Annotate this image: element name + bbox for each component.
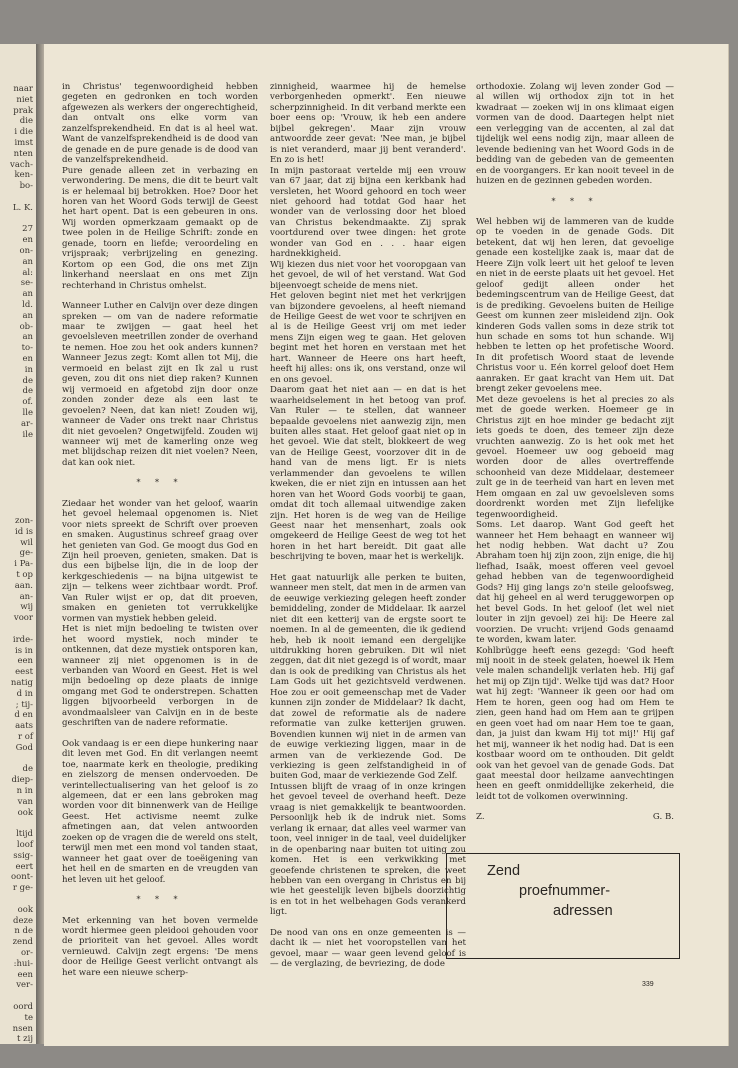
previous-page-fragment: deze: [13, 915, 33, 926]
column-2: [270, 82, 466, 970]
previous-page-fragment: an: [22, 310, 33, 321]
previous-page-fragment: ; tij-: [15, 699, 33, 710]
paragraph: Met erkenning van het boven vermelde wordt hiermee geen pleidooi gehouden voor de prioriteit van het gevoel. Alles wordt vernieuwd. Calvijn zegt ergens: 'De mens door de Heilige Geest verlicht ontvangt als het ware een nieuwe scherp-: [62, 915, 258, 978]
paragraph: Kohlbrügge heeft eens gezegd: 'God heeft mij nooit in de steek gelaten, hoewel ik Hem vele malen schandelijk verlaten heb. Hij gaf het mij op Zijn tijd'. Welke tijd was dat? Hoor wat hij zegt: 'Wanneer ik geen oor had om Hem te horen, geen oog had om Hem te zien, geen hand had om Hem aan te grijpen en geen voet had om naar Hem toe te gaan, dan, ja juist dan kwam Hij tot mij!' Hij gaf het mij, wanneer ik het nodig had. Dat is een kostbaar woord om te onthouden. Dit geldt ook van het gevoel van de genade Gods. Dat gaat meestal door heilzame aanvechtingen heen en geeft onmiddellijke zekerheid, die leidt tot de volkomen overwinning.: [476, 645, 674, 802]
previous-page-fragment: zon-: [15, 516, 33, 526]
previous-page-fragment: diep-: [11, 775, 33, 786]
paragraph: Daarom gaat het niet aan — en dat is het waarheidselement in het betoog van prof. Van Ruler — te stellen, dat wanneer bepaalde gevoelens niet aanwezig zijn, men buiten alles staat. Het geloof gaat niet op in het gevoel. Wie dat stelt, blokkeert de weg van de Heilige Geest, voorzover dit in de hand van de mens ligt. Er is niets verlammender dan gevoelens te willen kweken, die er niet zijn en intussen aan het horen van het Woord Gods voorbij te gaan, omdat dit toch allemaal uitwendige zaken zijn. Het horen is de weg van de Heilige Geest naar het mensenhart, zoals ook omgekeerd de Heilige Geest de weg tot het horen in het hart bereidt. Dit gaat alle beschrijving te boven, maar het is werkelijk.: [270, 385, 466, 563]
previous-page-fragment: eest: [15, 667, 33, 678]
previous-page-fragment: imst: [14, 138, 33, 148]
section-divider: * * *: [136, 478, 184, 488]
column-1: [62, 82, 258, 978]
previous-page-fragment: L. K.: [12, 202, 33, 213]
previous-page-fragment: d en: [14, 710, 33, 721]
previous-page-fragment: d in: [16, 688, 33, 699]
previous-page-fragment: ge-: [19, 548, 33, 559]
previous-page-fragment: en: [22, 235, 33, 246]
previous-page-fragment: wil: [20, 537, 33, 548]
previous-page-fragment: aan.: [14, 580, 33, 591]
previous-page-fragment: ook: [17, 904, 33, 915]
previous-page-fragment: die: [19, 116, 33, 127]
column-3: [476, 82, 674, 823]
previous-page-fragment: i die: [14, 127, 33, 138]
previous-page-fragment: wij: [20, 602, 33, 613]
previous-page-fragment: ld.: [22, 300, 33, 310]
paragraph: Soms. Let daarop. Want God geeft het wanneer het Hem behaagt en wanneer wij het nodig hebben. Wat dacht u? Zou Abraham toen hij zijn zoon, zijn enige, die hij liefhad, Isaäk, moest offeren veel gevoel gehad hebben van de tegenwoordigheid Gods? Hij ging langs zo'n steile geloofsweg, dat hij geheel en al werd teruggeworpen op het bevel Gods. In het geloof (let wel niet louter in zijn gevoel) zei hij: De Heere zal voorzien. De vrucht: vrijend Gods genaamd te worden, kwam later.: [476, 520, 674, 646]
book-gutter: [36, 44, 44, 1044]
paragraph: Ook vandaag is er een diepe hunkering naar dit leven met God. En dit verlangen neemt toe, naarmate kerk en theologie, prediking en zielszorg de mensen ondervoeden. De verintellectualisering van het geloof is zo algemeen, dat er een lans gebroken mag worden voor dit binnenwerk van de Heilige Geest. Het activisme neemt zulke afmetingen aan, dat velen antwoorden zoeken op de vragen die de wereld ons stelt, terwijl men met een mond vol tanden staat, wanneer het gaat over de toeëigening van het heil en de smarten en de vreugden van het leven uit het geloof.: [62, 738, 258, 885]
previous-page-fragment: nsen: [12, 1023, 33, 1034]
previous-page-fragment: irde-: [12, 634, 33, 645]
previous-page-fragment: :hui-: [13, 958, 33, 969]
previous-page-fragment: loof: [16, 840, 33, 850]
previous-page-fragment: ltijd: [16, 829, 33, 840]
previous-page-fragment: oord: [13, 1002, 33, 1012]
previous-page-fragment: se-: [20, 278, 33, 289]
previous-page-fragment: en: [22, 354, 33, 364]
previous-page-fragment: de: [22, 386, 33, 397]
previous-page-fragment: on-: [19, 246, 33, 256]
paragraph: Wanneer Luther en Calvijn over deze dingen spreken — om van de nadere reformatie maar te zwijgen — gaat heel het gevoelsleven meetrillen zonder de overhand te nemen. Hoe zou het ook anders kunnen? Wanneer Jezus zegt: Komt allen tot Mij, die vermoeid en belast zijt en Ik zal u rust geven, zou dit ons niet diep raken? Kunnen wij vermoeid en afgetobd zijn door onze zonden zonder deze als een last te gevoelen? Neen, dat kan niet! Zouden wij, wanneer de Vader ons trekt naar Christus dit niet gevoelen? Ongetwijfeld. Zouden wij wanneer wij met de kamerling onze weg met blijdschap reizen dit niet voelen? Neen, dat kan ook niet.: [62, 301, 258, 468]
previous-page-fragment: de: [22, 375, 33, 386]
previous-page-fragment: vach-: [10, 159, 33, 170]
previous-page-fragment: n de: [14, 926, 33, 937]
previous-page-fragment: r of: [17, 732, 33, 742]
ad-line-1: Zend: [487, 863, 521, 879]
previous-page-fragment: r ge-: [12, 883, 33, 894]
paragraph: Intussen blijft de vraag of in onze kringen het gevoel teveel de overhand heeft. Deze vraag is niet gemakkelijk te beantwoorden. Persoonlijk heb ik de indruk niet. Soms verlang ik ernaar, dat alles veel warmer van toon, veel inniger in de taal, veel duidelijker in de openbaring naar buiten tot uiting zou komen. Het is een verkwikking met geoefende christenen te spreken, die weet hebben van een overgang in Christus en bij wie het geestelijk leven bijbels doorzichtig is en tot in het welbehagen Gods verankerd ligt.: [270, 781, 466, 918]
previous-page-fragment: is in: [15, 645, 33, 656]
previous-page-fragment: an: [22, 256, 33, 267]
ad-line-3: adressen: [553, 903, 613, 919]
previous-page-fragment: lle: [22, 408, 33, 418]
previous-page-fragment: ver-: [16, 980, 33, 991]
previous-page-fragment: nten: [13, 148, 33, 159]
previous-page-fragment: God: [15, 742, 33, 753]
previous-page-fragment: ook: [17, 807, 33, 818]
previous-page-fragment: zend: [12, 937, 33, 948]
author-signature: [476, 812, 674, 822]
paragraph: Ziedaar het wonder van het geloof, waarin het gevoel helemaal opgenomen is. Niet voor niets spreekt de Schrift over proeven en smaken. Augustinus schreef graag over het genieten van God. Ge moogt dus God en Zijn heil proeven, genieten, smaken. Dat is dus een bijbelse lijn, die in de loop der kerkgeschiedenis — na bijna uitgewist te zijn — telkens weer zichtbaar wordt. Prof. Van Ruler wijst er op, dat dit proeven, smaken en genieten tot verrukkelijke vormen van mystiek hebben geleid.: [62, 498, 258, 624]
section-divider: * * *: [136, 895, 184, 905]
previous-page-fragment: an-: [19, 591, 33, 602]
previous-page-fragment: t op: [16, 570, 33, 580]
previous-page-fragment: voor: [13, 613, 33, 624]
previous-page-fragment: oont-: [11, 872, 33, 883]
previous-page-fragment: naar: [13, 84, 33, 94]
section-divider: * * *: [551, 196, 599, 206]
paragraph: Het is niet mijn bedoeling te twisten over het woord mystiek, noch minder te ontkennen, dat deze mystiek ontsporen kan, wanneer zij niet opgenomen is in de verbanden van Woord en Geest. Het is wel mijn bedoeling op deze plaats de innige omgang met God te onderstrepen. Schatten liggen bijvoorbeeld verborgen in de avondmaalsleer van Calvijn en in de beste geschriften van de nadere reformatie.: [62, 624, 258, 729]
previous-page-fragment: i Pa-: [14, 559, 33, 570]
previous-page-fragment: natig: [10, 678, 33, 688]
paragraph: Wel hebben wij de lammeren van de kudde op te voeden in de genade Gods. Dit betekent, dat wij hen leren, dat gevoelige genade een kostelijke zaak is, maar dat de Heere Zijn volk leert uit het geloof te leven en niet in de eerste plaats uit het gevoel. Het geloof gedijt alleen onder het bedemingscentrum van de Heilige Geest, dat is de prediking. Gevoelens buiten de Heilige Geest om kunnen zeer misleidend zijn. Ook kinderen Gods vallen soms in deze strik tot hun schade en soms tot hun schande. Wij hebben te letten op het profetische Woord. In dit profetisch Woord staat de levende Christus voor u. Eén korrel geloof doet Hem aanraken. Er gaat kracht van Hem uit. Dat brengt zeker gevoelens mee.: [476, 216, 674, 395]
previous-page-fragment: ssig-: [13, 850, 33, 861]
previous-page-fragment: een: [17, 656, 33, 667]
paragraph: Het gaat natuurlijk alle perken te buiten, wanneer men stelt, dat men in de armen van de eeuwige verkiezing gelegen heeft zonder bemiddeling, zonder de Middelaar. Ik aarzel niet dit een ketterij van de ergste soort te noemen. In al de gemeenten, die ik gediend heb, heb ik nooit iemand een dergelijke uitdrukking horen gebruiken. Dit wil niet zeggen, dat dit niet gezegd is of wordt, maar dan is ook de prediking van Christus als het Lam Gods uit het gezichtsveld verdwenen. Hoe zou er ooit gemeenschap met de Vader kunnen zijn zonder de Middelaar? Ik dacht, dat zowel de reformatie als de nadere reformatie van zulke ketterijen gruwen. Bovendien kunnen wij niet in de armen van de euwige verkiezing liggen, maar in de armen van de verkiezende God. De verkiezing is geen zelfstandigheid in of buiten God, maar de verkiezende God Zelf.: [270, 572, 466, 782]
previous-page-fragment: n in: [16, 786, 33, 796]
magazine-page: [44, 44, 728, 1046]
paragraph: zinnigheid, waarmee hij de hemelse verborgenheden opmerkt'. Een nieuwe scherpzinnigheid. In dit verband merkte een boer eens op: 'Vrouw, ik heb een andere bijbel gekregen'. Maar zijn vrouw antwoordde zeer gevat: 'Nee man, je bijbel is niet veranderd, maar jij bent veranderd'. En zo is het!: [270, 82, 466, 166]
previous-page-fragment: in: [24, 364, 33, 375]
signature-right: G. B.: [652, 812, 674, 823]
previous-page-fragment: or-: [20, 948, 33, 958]
previous-page-fragment: bo-: [19, 181, 33, 192]
page-number: 339: [642, 981, 654, 988]
paragraph: In mijn pastoraat vertelde mij een vrouw van 67 jaar, dat zij bijna een kerkbank had versleten, het Woord gehoord en toch weer niet gehoord had totdat God haar het wonder van de verlossing door het bloed van Christus bekendmaakte. Zij sprak voortdurend over twee dingen: het grote wonder van God en . . . haar eigen hardnekkigheid.: [270, 165, 466, 260]
previous-page-fragment: de: [22, 764, 33, 775]
previous-page-fragment: an: [22, 289, 33, 300]
previous-page-fragment: t zij: [17, 1034, 33, 1044]
previous-page-fragment: een: [17, 969, 33, 980]
paragraph: De nood van ons en onze gemeenten is — dacht ik — niet het vooropstellen van het gevoel, maar — waar geen levend geloof is — de verglazing, de bevriezing, de dode: [270, 927, 466, 970]
previous-page-fragment: van: [17, 796, 33, 807]
previous-page-fragment: al:: [22, 267, 33, 278]
signature-left: Z.: [476, 812, 485, 823]
previous-page-fragment: aats: [15, 721, 33, 732]
previous-page-fragment: niet: [16, 94, 33, 105]
paragraph: Wij kiezen dus niet voor het vooropgaan van het gevoel, de wil of het verstand. Wat God bijeenvoegt scheide de mens niet.: [270, 259, 466, 291]
previous-page-fragment: to-: [21, 343, 33, 354]
previous-page-fragment: ar-: [20, 418, 33, 429]
paragraph: Het geloven begint niet met het verkrijgen van bijzondere gevoelens, al heeft niemand de Heilige Geest de wet voor te schrijven en al is de Heilige Geest vrij om met ieder mens Zijn eigen weg te gaan. Het geloven begint met het horen en verstaan met het hart. Wanneer de Heere ons hart heeft, heeft hij alles: ons ik, ons verstand, onze wil en ons gevoel.: [270, 291, 466, 385]
previous-page-fragment: te: [24, 1012, 33, 1023]
paragraph: orthodoxie. Zolang wij leven zonder God — al willen wij orthodox zijn tot in het kwadraat — zoeken wij in ons klimaat eigen vormen van de dood. Daartegen helpt niet een verlegging van de accenten, al zal dat tijdelijk wel eens nodig zijn, maar alleen de levende bediening van het Woord Gods in de bedding van de gebeden van de gemeenten en de voorgangers. Er kan nooit teveel in de huizen en de gezinnen gebeden worden.: [476, 82, 674, 187]
paragraph: in Christus' tegenwoordigheid hebben gegeten en gedronken en toch worden afgewezen als werkers der ongerechtigheid, dan ontvalt ons elke vorm van zanzelfsprekendheid. En dat is al heel wat. Want de vanzelfsprekendheid is de dood van de genade en de pure genade is de dood van de vanzelfsprekendheid.: [62, 82, 258, 166]
previous-page-fragment: 27: [22, 224, 33, 235]
previous-page-fragment: id is: [15, 526, 33, 537]
paragraph: Met deze gevoelens is het al precies zo als met de goede werken. Hoemeer ge in Christus zijt en hoe minder ge bedacht zijt iets goeds te doen, des temeer zijn deze vruchten aanwezig. Zo is het ook met het gevoel. Hoemeer uw oog geboeid mag worden door de alles overtreffende schoonheid van deze Middelaar, destemeer zult ge in de teerheid van hart en leven met Hem omgaan en zal uw gevoelsleven soms doordrenkt worden met Zijn liefelijke tegenwoordigheid.: [476, 394, 674, 520]
ad-line-2: proefnummer-: [519, 883, 611, 899]
previous-page-fragment: ken-: [14, 170, 33, 181]
previous-page-fragment: an: [22, 332, 33, 343]
previous-page-edge: [0, 44, 37, 1044]
advertisement-box: [446, 853, 680, 959]
previous-page-fragment: prak: [13, 105, 33, 116]
paragraph: Pure genade alleen zet in verbazing en verwondering. De mens, die dit te beurt valt is er helemaal bij betrokken. Hoe? Door het horen van het Woord Gods terwijl de Geest het hart opent. Dat is een gebeuren in ons. Wij worden opmerkzaam gemaakt op de twee polen in de Heilige Schrift: zonde en genade, toorn en liefde; veroordeling en vrijspraak; verbrijzeling en genezing. Kortom op een God, die ons met Zijn linkerhand neerslaat en ons met Zijn rechterhand in Christus omhelst.: [62, 165, 258, 291]
previous-page-fragment: ile: [22, 429, 33, 440]
previous-page-fragment: of.: [22, 397, 33, 408]
previous-page-fragment: ob-: [19, 321, 33, 332]
previous-page-fragment: eert: [15, 861, 33, 872]
